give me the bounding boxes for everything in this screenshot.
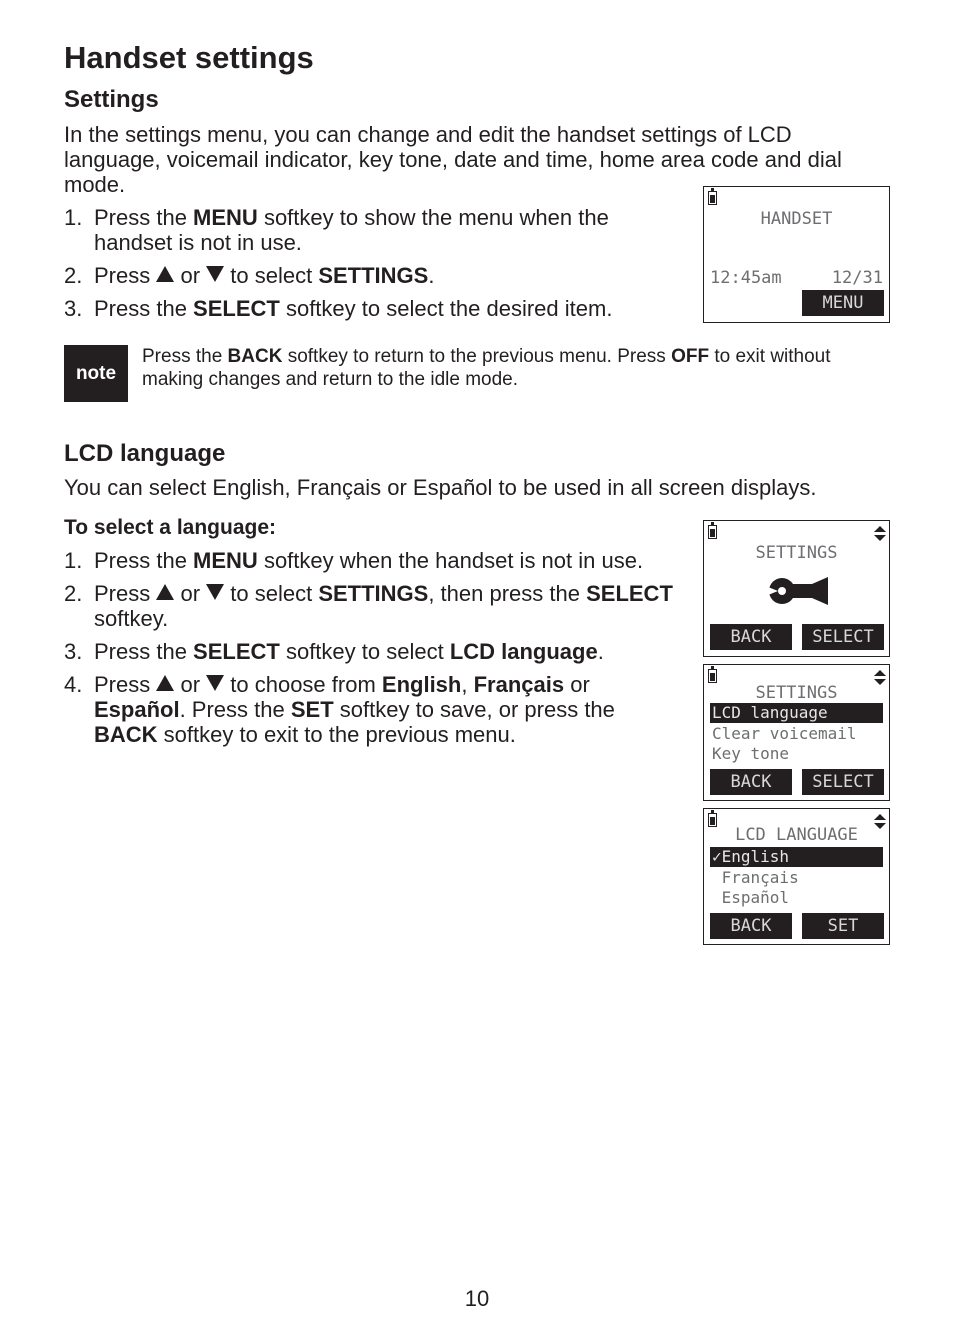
lcd-language-intro: You can select English, Français or Español to be used in all screen displays. xyxy=(64,475,817,500)
note-part: Press the xyxy=(142,346,228,367)
language-option-english[interactable]: ✓English xyxy=(710,847,883,867)
lcd-language-steps xyxy=(64,548,674,747)
back-softkey[interactable]: BACK xyxy=(710,913,792,939)
step-text: softkey. xyxy=(94,606,169,631)
settings-steps xyxy=(64,205,674,321)
step-text: softkey to save, or press the xyxy=(333,697,615,722)
step-text: , xyxy=(461,672,474,697)
step-number: 3. xyxy=(64,639,83,664)
step-number: 1. xyxy=(64,548,83,573)
down-arrow-icon xyxy=(206,584,224,600)
lcd-date: 12/31 xyxy=(831,268,883,288)
step-bold: SETTINGS xyxy=(318,263,429,288)
step-bold: SET xyxy=(290,697,334,722)
settings-step-1 xyxy=(64,205,674,255)
lcd-time: 12:45am xyxy=(710,268,782,288)
step-number: 3. xyxy=(64,296,83,321)
step-text: . xyxy=(428,263,435,288)
back-softkey[interactable]: BACK xyxy=(710,624,792,650)
step-bold: Español xyxy=(94,697,180,722)
settings-step-2 xyxy=(64,263,674,288)
note-bold: BACK xyxy=(227,346,283,367)
select-softkey[interactable]: SELECT xyxy=(802,769,884,795)
step-text: Press the xyxy=(94,296,194,321)
step-text: to select xyxy=(224,263,319,288)
step-bold: Français xyxy=(473,672,565,697)
note-text xyxy=(142,345,882,391)
language-step-1 xyxy=(64,548,674,573)
up-arrow-icon xyxy=(156,266,174,282)
step-text: , then press the xyxy=(428,581,587,606)
step-bold: SELECT xyxy=(193,639,280,664)
step-bold: LCD language xyxy=(449,639,598,664)
menu-softkey[interactable]: MENU xyxy=(802,290,884,316)
lcd-title: SETTINGS xyxy=(755,683,838,703)
step-text: or xyxy=(174,672,207,697)
battery-icon xyxy=(708,669,717,683)
step-text: softkey to select xyxy=(279,639,450,664)
menu-item-clear-voicemail[interactable]: Clear voicemail xyxy=(712,724,857,743)
up-arrow-icon xyxy=(156,584,174,600)
step-text: Press the xyxy=(94,639,194,664)
back-softkey[interactable]: BACK xyxy=(710,769,792,795)
step-number: 1. xyxy=(64,205,83,230)
lcd-title: SETTINGS xyxy=(755,543,838,563)
language-step-4 xyxy=(64,672,674,747)
lcd-settings-screen xyxy=(703,520,890,657)
step-text: Press the xyxy=(94,205,194,230)
page-number: 10 xyxy=(464,1286,490,1311)
step-text: Press the xyxy=(94,548,194,573)
step-text: or xyxy=(174,263,207,288)
menu-item-lcd-language[interactable]: LCD language xyxy=(710,703,883,723)
note-part: to exit without making changes and return to the idle mode. xyxy=(142,346,831,390)
down-arrow-icon xyxy=(206,675,224,691)
step-text: softkey to select the desired item. xyxy=(279,296,613,321)
battery-icon xyxy=(708,525,717,539)
step-number: 4. xyxy=(64,672,83,697)
step-text: softkey to exit to the previous menu. xyxy=(157,722,516,747)
lcd-title: LCD LANGUAGE xyxy=(735,825,858,845)
language-step-3 xyxy=(64,639,674,664)
step-text: softkey when the handset is not in use. xyxy=(257,548,644,573)
down-arrow-icon xyxy=(206,266,224,282)
set-softkey[interactable]: SET xyxy=(802,913,884,939)
lcd-language-subheading: To select a language: xyxy=(64,516,276,539)
scroll-arrows-icon xyxy=(874,526,886,542)
step-bold: English xyxy=(381,672,462,697)
language-option-francais[interactable]: Français xyxy=(712,868,799,887)
lcd-title: HANDSET xyxy=(760,209,833,229)
settings-step-3 xyxy=(64,296,674,321)
step-text: to choose from xyxy=(224,672,382,697)
select-softkey[interactable]: SELECT xyxy=(802,624,884,650)
step-text: Press xyxy=(94,263,157,288)
language-option-espanol[interactable]: Español xyxy=(712,888,790,907)
step-text: softkey to show the menu when the handset is not in use. xyxy=(94,205,609,255)
step-bold: SELECT xyxy=(586,581,673,606)
step-bold: SETTINGS xyxy=(318,581,429,606)
step-bold: BACK xyxy=(94,722,158,747)
settings-heading: Settings xyxy=(64,86,159,113)
step-text: or xyxy=(174,581,207,606)
wrench-icon xyxy=(768,573,832,609)
menu-item-key-tone[interactable]: Key tone xyxy=(712,744,790,763)
up-arrow-icon xyxy=(156,675,174,691)
step-bold: MENU xyxy=(193,548,258,573)
step-text: . xyxy=(597,639,604,664)
step-bold: MENU xyxy=(193,205,258,230)
step-bold: SELECT xyxy=(193,296,280,321)
step-text: Press xyxy=(94,672,157,697)
page-title: Handset settings xyxy=(64,40,314,75)
lcd-language-heading: LCD language xyxy=(64,440,226,467)
step-number: 2. xyxy=(64,263,83,288)
settings-intro: In the settings menu, you can change and edit the handset settings of LCD language, voicemail indicator, key tone, date and time, home area code and dial mode. xyxy=(64,122,842,197)
step-text: to select xyxy=(224,581,319,606)
lcd-idle-screen xyxy=(703,186,890,323)
lcd-settings-list-screen xyxy=(703,664,890,801)
lcd-language-screen xyxy=(703,808,890,945)
step-number: 2. xyxy=(64,581,83,606)
note-badge: note xyxy=(64,345,128,402)
step-text: . Press the xyxy=(179,697,291,722)
note-part: softkey to return to the previous menu. Press xyxy=(282,346,672,367)
note-bold: OFF xyxy=(671,346,710,367)
step-text: Press xyxy=(94,581,157,606)
step-text: or xyxy=(564,672,590,697)
battery-icon xyxy=(708,191,717,205)
language-step-2 xyxy=(64,581,674,631)
